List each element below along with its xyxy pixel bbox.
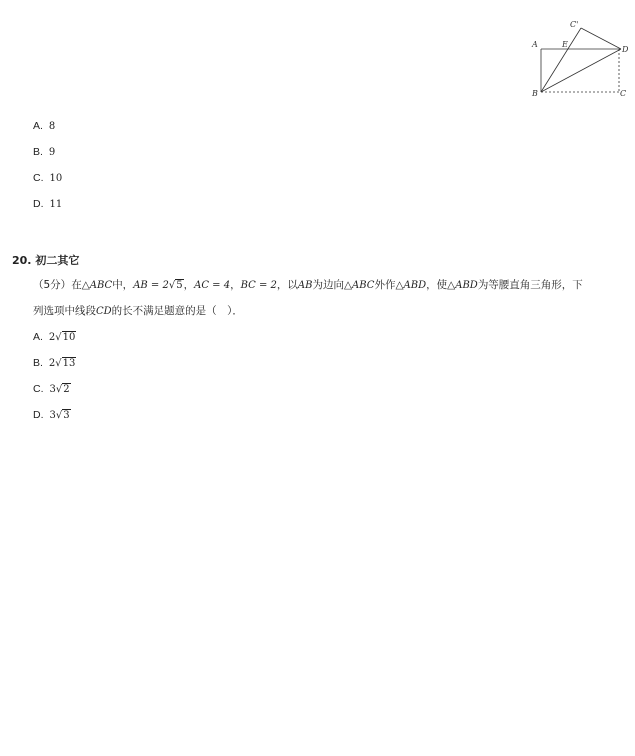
stem-text: 为边向	[312, 279, 344, 291]
prev-option-a[interactable]	[33, 119, 55, 134]
math-ab-eq: AB = 2	[133, 280, 169, 291]
option-value: 8	[48, 121, 56, 132]
stem-text: 在	[71, 279, 82, 291]
sqrt-radical: √10	[55, 332, 76, 343]
option-a[interactable]	[33, 330, 76, 345]
option-letter: B.	[33, 146, 43, 158]
option-letter: D.	[33, 409, 44, 421]
stem-text: 的长不满足题意的是（ ）．	[111, 305, 243, 317]
point-label-B: B	[532, 89, 538, 98]
math-ab: AB	[297, 280, 313, 291]
option-coef: 2	[48, 332, 56, 343]
stem-text: ，以	[276, 279, 298, 291]
geometry-figure	[527, 18, 631, 98]
sqrt-5: √5	[168, 280, 183, 291]
math-bc-eq: BC = 2	[240, 280, 277, 291]
point-label-A: A	[532, 40, 538, 49]
math-abc-2: ABC	[352, 280, 375, 291]
option-c[interactable]	[33, 382, 71, 397]
math-ac-eq: AC = 4	[194, 280, 231, 291]
option-value: 11	[49, 199, 63, 210]
stem-text: 外作	[374, 279, 396, 291]
prev-option-b[interactable]	[33, 145, 55, 160]
triangle-symbol: △	[343, 279, 353, 291]
option-value: 10	[49, 173, 63, 184]
triangle-symbol: △	[447, 279, 456, 291]
question-stem-line-2	[33, 304, 243, 319]
option-coef: 3	[49, 410, 56, 421]
option-letter: B.	[33, 357, 43, 369]
option-value: 9	[48, 147, 56, 158]
prev-option-d[interactable]	[33, 197, 62, 212]
option-letter: C.	[33, 383, 44, 395]
point-label-D: D	[622, 45, 629, 54]
stem-text: ，	[230, 279, 241, 291]
stem-text: ，使	[426, 279, 448, 291]
stem-text: 为等腰直角三角形，下	[477, 279, 583, 291]
triangle-symbol: △	[81, 279, 90, 291]
option-coef: 3	[49, 384, 56, 395]
stem-text: 中，	[112, 279, 134, 291]
math-cd: CD	[96, 306, 112, 317]
stem-text: 列选项中线段	[33, 305, 96, 317]
triangle-symbol: △	[395, 279, 404, 291]
option-letter: A.	[33, 120, 43, 132]
sqrt-radical: √13	[55, 358, 76, 369]
option-d[interactable]	[33, 408, 71, 423]
question-stem-line-1	[33, 278, 583, 293]
option-letter: C.	[33, 172, 44, 184]
point-label-C-prime: C'	[570, 20, 579, 29]
option-b[interactable]	[33, 356, 76, 371]
option-letter: D.	[33, 198, 44, 210]
segment-BD	[541, 49, 621, 92]
segment-BC-prime	[541, 28, 581, 92]
stem-text: ，	[183, 279, 195, 291]
math-abc: ABC	[89, 280, 113, 291]
question-number: 20.	[12, 254, 32, 267]
sqrt-radical: √3	[55, 410, 70, 421]
math-abd: ABD	[403, 280, 427, 291]
question-category: 初二其它	[35, 254, 80, 267]
option-letter: A.	[33, 331, 43, 343]
prev-option-c[interactable]	[33, 171, 62, 186]
option-coef: 2	[48, 358, 56, 369]
question-heading	[12, 252, 79, 268]
question-score: （5分）	[33, 279, 72, 291]
sqrt-radical: √2	[55, 384, 70, 395]
math-abd-2: ABD	[455, 280, 478, 291]
point-label-C: C	[620, 89, 627, 98]
segment-C-prime-D	[581, 28, 621, 49]
point-label-E: E	[562, 40, 568, 49]
